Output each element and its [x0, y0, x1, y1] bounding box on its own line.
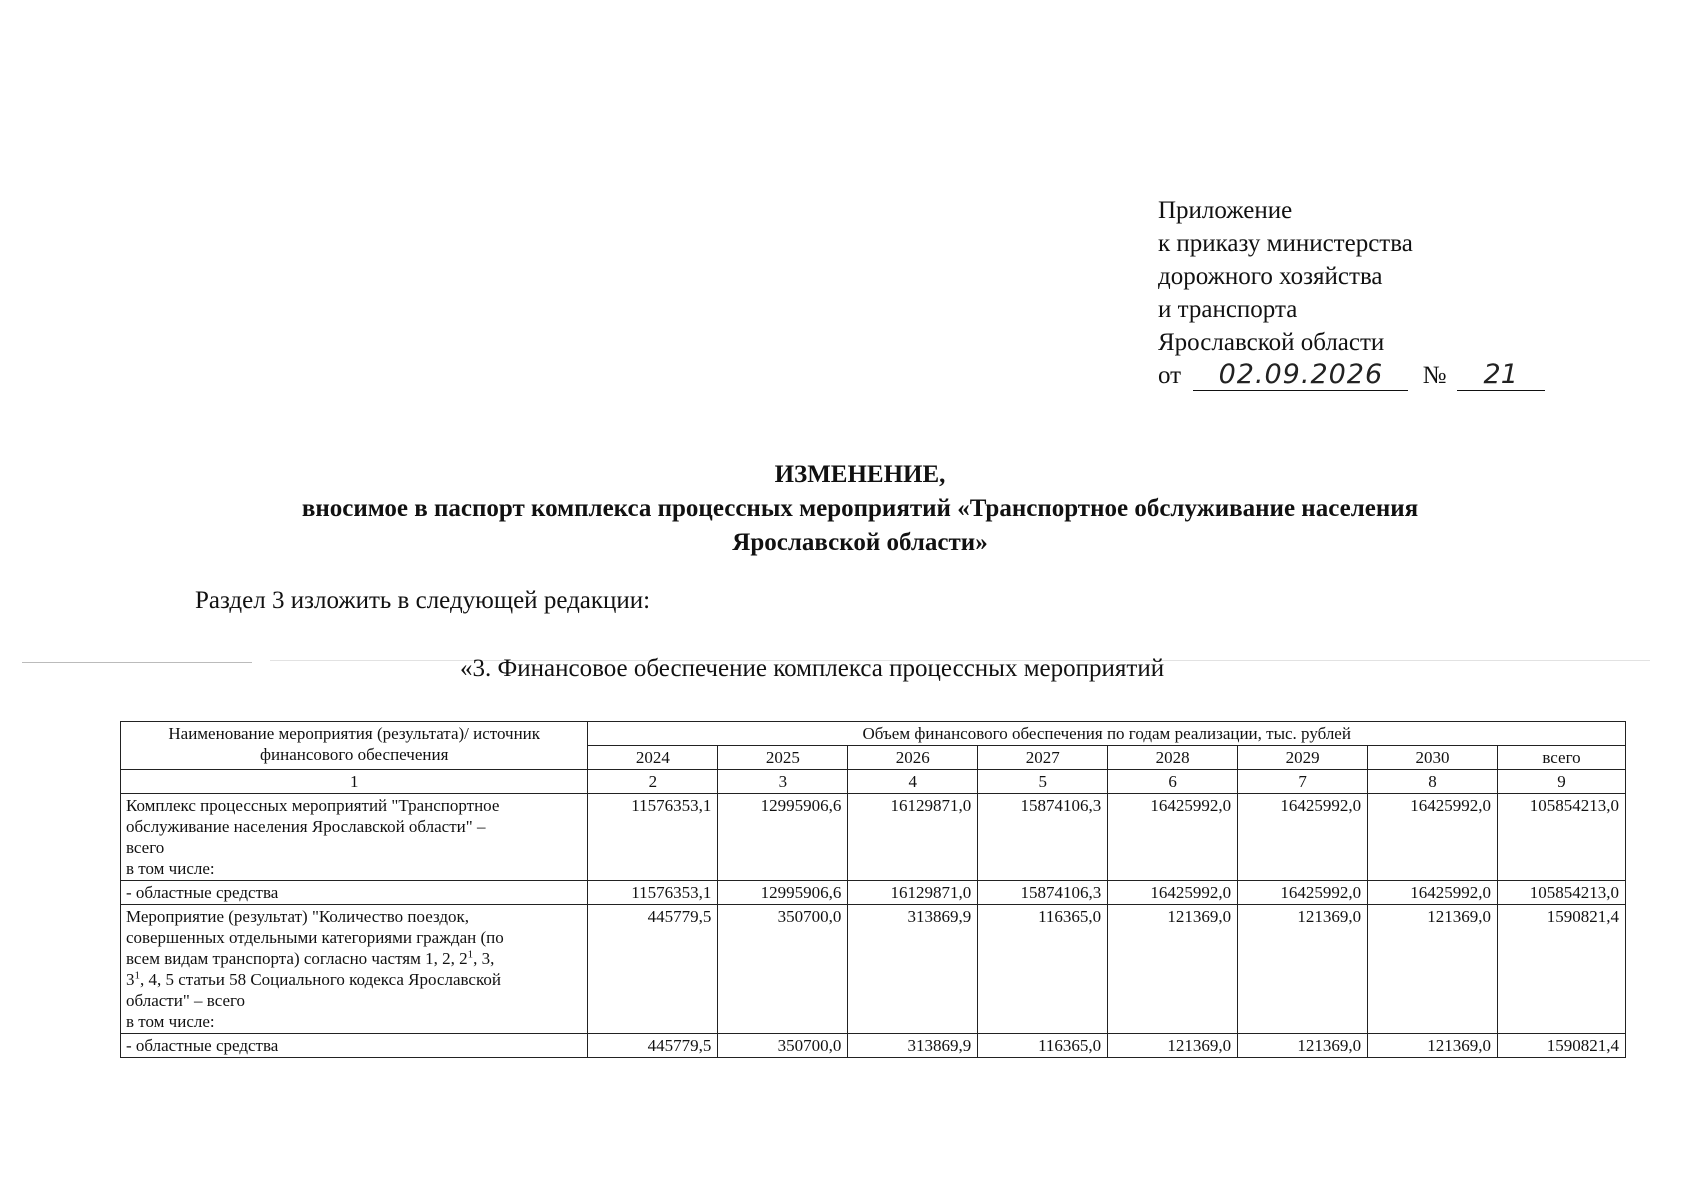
value-cell: 16425992,0 — [1368, 881, 1498, 905]
column-index-row — [121, 770, 1626, 794]
approval-line: к приказу министерства — [1158, 230, 1413, 257]
row-name — [121, 905, 588, 1034]
approval-line: Приложение — [1158, 197, 1293, 224]
value-cell: 121369,0 — [1238, 905, 1368, 1034]
volume-column-header: Объем финансового обеспечения по годам реализации, тыс. рублей — [588, 722, 1626, 746]
order-date-line — [1158, 359, 1558, 392]
row-name-line: Мероприятие (результат) "Количество поездок, — [126, 907, 470, 926]
value-cell: 350700,0 — [718, 1034, 848, 1058]
column-index: 9 — [1498, 770, 1626, 794]
value-cell: 16425992,0 — [1238, 881, 1368, 905]
year-header: 2030 — [1368, 746, 1498, 770]
approval-line: дорожного хозяйства — [1158, 263, 1383, 290]
scan-artifact-line — [22, 662, 252, 663]
year-header: 2024 — [588, 746, 718, 770]
column-index: 5 — [978, 770, 1108, 794]
row-name-line: обслуживание населения Ярославской области" – — [126, 817, 486, 836]
value-cell: 121369,0 — [1368, 905, 1498, 1034]
approval-block — [1158, 194, 1558, 392]
value-cell: 15874106,3 — [978, 794, 1108, 881]
row-name-line — [126, 969, 582, 990]
value-cell: 116365,0 — [978, 905, 1108, 1034]
total-cell: 105854213,0 — [1498, 794, 1626, 881]
row-name: - областные средства — [121, 1034, 588, 1058]
title-line-2: вносимое в паспорт комплекса процессных мероприятий «Транспортное обслуживание населения — [301, 495, 1419, 522]
lead-paragraph: Раздел 3 изложить в следующей редакции: — [195, 587, 651, 614]
text-part: всем видам транспорта) согласно частям 1, 2, 2 — [126, 949, 468, 968]
column-index: 6 — [1108, 770, 1238, 794]
row-name-line: в том числе: — [126, 1012, 215, 1031]
value-cell: 121369,0 — [1238, 1034, 1368, 1058]
value-cell: 16129871,0 — [848, 794, 978, 881]
title-line-1: ИЗМЕНЕНИЕ, — [774, 461, 946, 488]
value-cell: 350700,0 — [718, 905, 848, 1034]
row-name-line: совершенных отдельными категориями граждан (по — [126, 928, 504, 947]
superscript: 1 — [467, 948, 474, 961]
value-cell: 16425992,0 — [1368, 794, 1498, 881]
column-index: 3 — [718, 770, 848, 794]
column-index: 7 — [1238, 770, 1368, 794]
value-cell: 11576353,1 — [588, 794, 718, 881]
value-cell: 121369,0 — [1108, 1034, 1238, 1058]
year-header: 2025 — [718, 746, 848, 770]
value-cell: 121369,0 — [1368, 1034, 1498, 1058]
total-cell: 1590821,4 — [1498, 1034, 1626, 1058]
table-row — [121, 794, 1626, 881]
row-name-line: Комплекс процессных мероприятий "Транспортное — [126, 796, 500, 815]
value-cell: 313869,9 — [848, 1034, 978, 1058]
value-cell: 16425992,0 — [1108, 794, 1238, 881]
name-column-header: Наименование мероприятия (результата)/ источник финансового обеспечения — [121, 722, 588, 770]
column-index: 2 — [588, 770, 718, 794]
value-cell: 16129871,0 — [848, 881, 978, 905]
column-index: 4 — [848, 770, 978, 794]
row-name-line: всего — [126, 838, 165, 857]
approval-line: и транспорта — [1158, 296, 1298, 323]
table-row — [121, 905, 1626, 1034]
approval-line: Ярославской области — [1158, 329, 1385, 356]
table-row — [121, 881, 1626, 905]
date-prefix: от — [1158, 362, 1182, 389]
value-cell: 16425992,0 — [1108, 881, 1238, 905]
document-title — [150, 458, 1570, 560]
value-cell: 313869,9 — [848, 905, 978, 1034]
value-cell: 12995906,6 — [718, 881, 848, 905]
header-row — [121, 722, 1626, 746]
row-name-line — [126, 948, 582, 969]
text-part: 3 — [126, 970, 135, 989]
value-cell: 15874106,3 — [978, 881, 1108, 905]
section-title: «3. Финансовое обеспечение комплекса процессных мероприятий — [460, 655, 1165, 682]
text-part: , 4, 5 статьи 58 Социального кодекса Ярославской — [140, 970, 501, 989]
year-header: 2026 — [848, 746, 978, 770]
superscript: 1 — [134, 969, 140, 982]
column-index: 1 — [121, 770, 588, 794]
value-cell: 445779,5 — [588, 905, 718, 1034]
value-cell: 116365,0 — [978, 1034, 1108, 1058]
handwritten-order-number: 21 — [1457, 360, 1545, 391]
year-header: 2029 — [1238, 746, 1368, 770]
financing-table — [120, 721, 1626, 1058]
row-name — [121, 794, 588, 881]
column-index: 8 — [1368, 770, 1498, 794]
title-line-3: Ярославской области» — [732, 529, 988, 556]
handwritten-date: 02.09.2026 — [1193, 360, 1408, 391]
total-header: всего — [1498, 746, 1626, 770]
table-row — [121, 1034, 1626, 1058]
value-cell: 121369,0 — [1108, 905, 1238, 1034]
value-cell: 16425992,0 — [1238, 794, 1368, 881]
value-cell: 11576353,1 — [588, 881, 718, 905]
value-cell: 12995906,6 — [718, 794, 848, 881]
year-header: 2028 — [1108, 746, 1238, 770]
text-part: , 3, — [473, 949, 495, 968]
row-name-line: в том числе: — [126, 859, 215, 878]
total-cell: 105854213,0 — [1498, 881, 1626, 905]
row-name-line: области" – всего — [126, 991, 246, 1010]
value-cell: 445779,5 — [588, 1034, 718, 1058]
year-header: 2027 — [978, 746, 1108, 770]
total-cell: 1590821,4 — [1498, 905, 1626, 1034]
number-sign: № — [1422, 362, 1447, 389]
row-name: - областные средства — [121, 881, 588, 905]
